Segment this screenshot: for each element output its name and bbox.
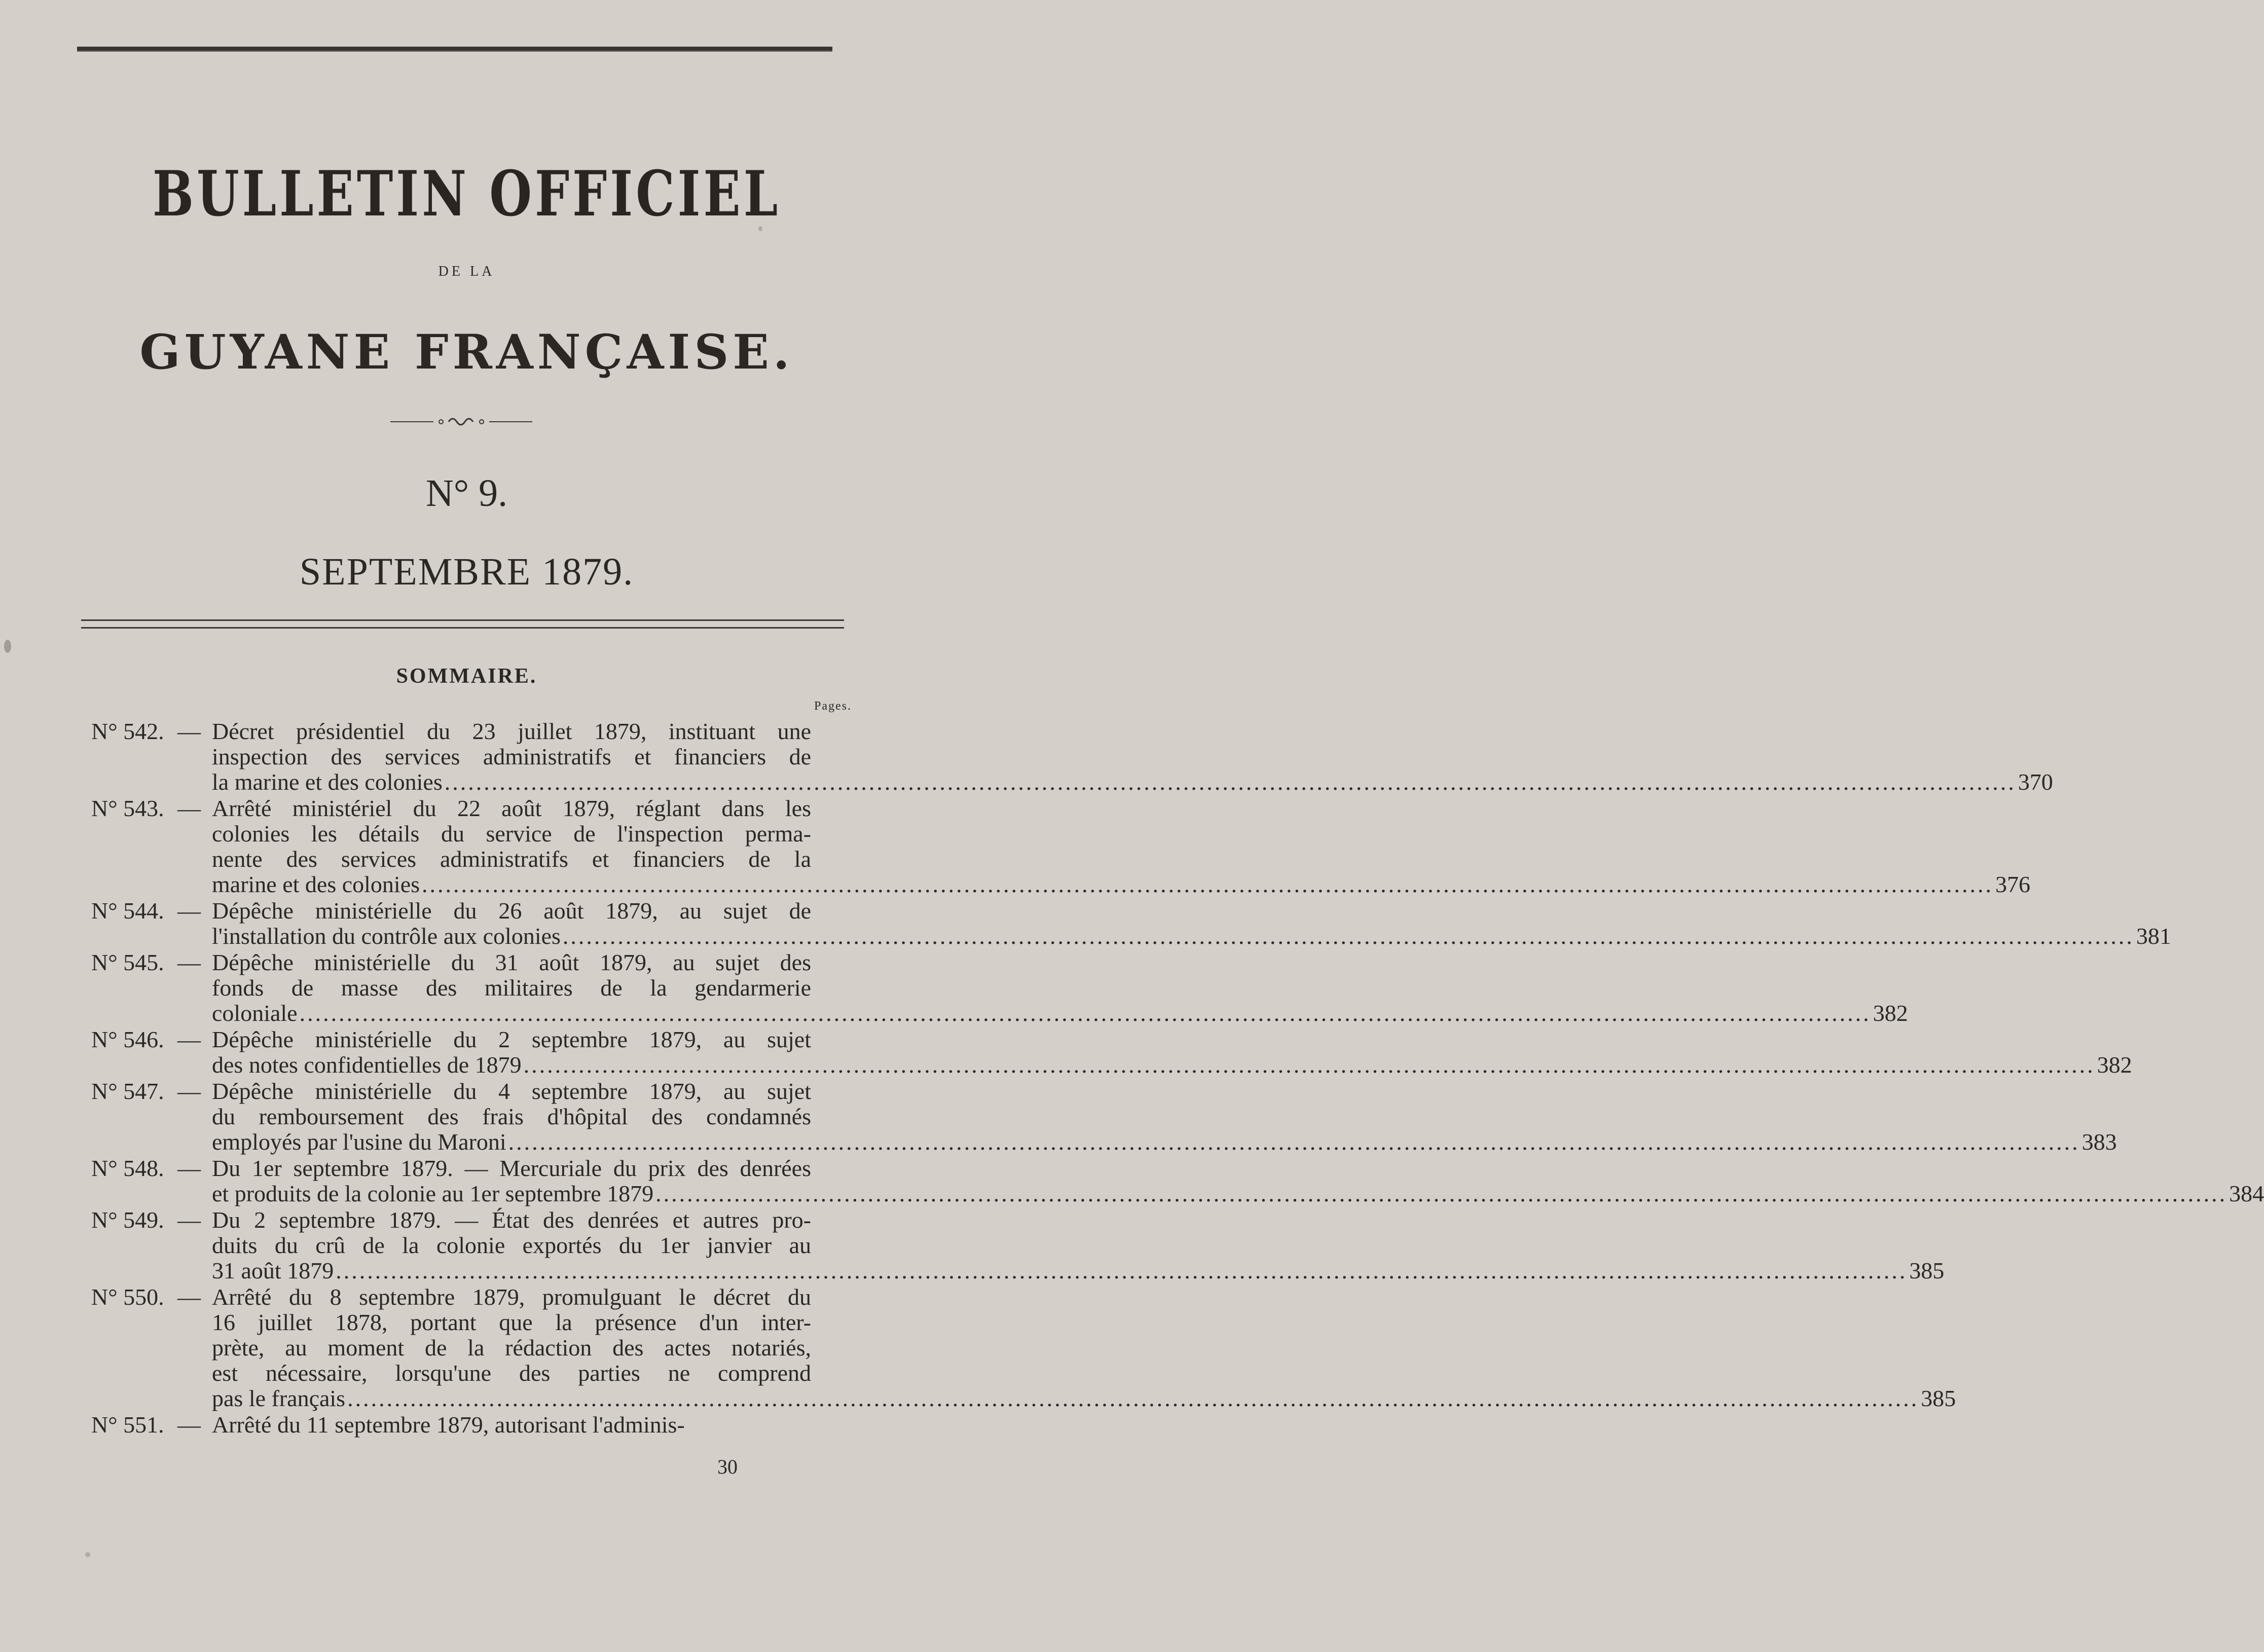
entry-line: nente des services administratifs et financiers de la	[212, 846, 811, 872]
dot-leader: ........................................................................................................................................................................................................	[562, 923, 2134, 949]
summary-heading: SOMMAIRE.	[396, 665, 537, 688]
dot-leader: ........................................................................................................................................................................................................	[655, 1181, 2228, 1206]
entry-line: Arrêté du 8 septembre 1879, promulguant le décret du	[212, 1284, 811, 1310]
entry-line: Dépêche ministérielle du 31 août 1879, au sujet des	[212, 949, 811, 975]
entry-number: N° 548.	[91, 1155, 164, 1181]
entry-line: duits du crû de la colonie exportés du 1er janvier au	[212, 1232, 811, 1258]
masthead-region: GUYANE FRANÇAISE.	[139, 324, 794, 380]
entry-number: N° 544.	[91, 898, 164, 924]
entry-line: prète, au moment de la rédaction des actes notariés,	[212, 1335, 811, 1361]
entry-text	[212, 1412, 811, 1438]
entry-final-text: coloniale	[212, 1000, 298, 1026]
toc-entry	[91, 795, 2031, 897]
double-rule	[81, 619, 844, 629]
entry-text	[212, 1207, 1945, 1283]
entry-line: 16 juillet 1878, portant que la présence d'un inter-	[212, 1309, 811, 1335]
entry-final-text: et produits de la colonie au 1er septembre 1879	[212, 1181, 654, 1206]
dot-leader: ........................................................................................................................................................................................................	[422, 871, 1994, 897]
toc-entry	[91, 1026, 2132, 1078]
entry-line: est nécessaire, lorsqu'une des parties ne comprend	[212, 1360, 811, 1386]
entry-page-number: 382	[2097, 1052, 2132, 1078]
masthead-de-la: DE LA	[438, 264, 495, 279]
dot-leader: ........................................................................................................................................................................................................	[347, 1385, 1919, 1411]
entry-dash: —	[177, 1078, 201, 1104]
entry-leader-line	[212, 769, 2053, 795]
entry-dash: —	[177, 1207, 201, 1233]
toc-entry	[91, 898, 2171, 949]
table-of-contents	[91, 718, 2264, 1439]
entry-dash: —	[177, 949, 201, 975]
entry-line: Du 1er septembre 1879. — Mercuriale du prix des denrées	[212, 1155, 811, 1181]
entry-text	[212, 1284, 1956, 1411]
entry-number: N° 543.	[91, 795, 164, 821]
paper-spot	[85, 1552, 90, 1557]
entry-number: N° 542.	[91, 718, 164, 744]
entry-page-number: 382	[1873, 1000, 1908, 1026]
entry-line: Dépêche ministérielle du 2 septembre 1879, au sujet	[212, 1026, 811, 1052]
pages-column-label: Pages.	[814, 700, 852, 713]
entry-dash: —	[177, 898, 201, 924]
entry-number: N° 545.	[91, 949, 164, 975]
masthead-title: BULLETIN OFFICIEL	[152, 157, 781, 231]
toc-entry	[91, 1284, 1956, 1411]
page-signature: 30	[717, 1455, 738, 1478]
entry-dash: —	[177, 1026, 201, 1052]
entry-final-text: l'installation du contrôle aux colonies	[212, 923, 561, 949]
dot-leader: ........................................................................................................................................................................................................	[444, 769, 2016, 795]
entry-final-text: marine et des colonies	[212, 871, 420, 897]
entry-number: N° 549.	[91, 1207, 164, 1233]
entry-line: Du 2 septembre 1879. — État des denrées et autres pro-	[212, 1207, 811, 1233]
entry-dash: —	[177, 718, 201, 744]
entry-text	[212, 1026, 2132, 1078]
toc-entry	[91, 1412, 811, 1438]
entry-number: N° 546.	[91, 1026, 164, 1052]
entry-final-text: pas le français	[212, 1385, 346, 1411]
entry-page-number: 376	[1995, 871, 2031, 897]
dot-leader: ........................................................................................................................................................................................................	[336, 1258, 1908, 1283]
entry-line: Arrêté ministériel du 22 août 1879, réglant dans les	[212, 795, 811, 821]
entry-dash: —	[177, 795, 201, 821]
entry-page-number: 370	[2018, 769, 2053, 795]
paper-spot	[4, 640, 11, 653]
entry-leader-line	[212, 871, 2031, 897]
entry-line: Décret présidentiel du 23 juillet 1879, instituant une	[212, 718, 811, 744]
entry-final-text: des notes confidentielles de 1879	[212, 1052, 522, 1078]
entry-leader-line	[212, 1258, 1945, 1283]
issue-number: N° 9.	[425, 472, 508, 515]
entry-number: N° 551.	[91, 1412, 164, 1438]
ornament-divider	[390, 412, 532, 432]
entry-number: N° 550.	[91, 1284, 164, 1310]
toc-entry	[91, 949, 1908, 1026]
entry-line: fonds de masse des militaires de la gendarmerie	[212, 975, 811, 1001]
entry-leader-line	[212, 1129, 2117, 1155]
dot-leader: ........................................................................................................................................................................................................	[299, 1000, 1871, 1026]
dot-leader: ........................................................................................................................................................................................................	[523, 1052, 2095, 1078]
entry-line: Dépêche ministérielle du 26 août 1879, au sujet de	[212, 898, 811, 924]
entry-line: colonies les détails du service de l'inspection perma-	[212, 821, 811, 847]
entry-page-number: 384	[2229, 1181, 2264, 1206]
entry-text	[212, 718, 2053, 795]
entry-text	[212, 1078, 2117, 1155]
entry-line: du remboursement des frais d'hôpital des condamnés	[212, 1104, 811, 1129]
entry-leader-line	[212, 1000, 1908, 1026]
entry-dash: —	[177, 1155, 201, 1181]
entry-line: inspection des services administratifs et financiers de	[212, 744, 811, 769]
dot-leader: ........................................................................................................................................................................................................	[508, 1129, 2080, 1155]
entry-page-number: 385	[1921, 1385, 1956, 1411]
issue-date: SEPTEMBRE 1879.	[299, 550, 634, 593]
toc-entry	[91, 1155, 2264, 1206]
toc-entry	[91, 1078, 2117, 1155]
entry-final-text: 31 août 1879	[212, 1258, 334, 1283]
entry-text	[212, 795, 2031, 897]
toc-entry	[91, 1207, 1945, 1283]
entry-leader-line	[212, 1385, 1956, 1411]
entry-final-text: employés par l'usine du Maroni	[212, 1129, 506, 1155]
top-rule	[77, 47, 832, 52]
entry-leader-line	[212, 1052, 2132, 1078]
entry-page-number: 383	[2082, 1129, 2117, 1155]
entry-page-number: 385	[1909, 1258, 1945, 1283]
entry-text	[212, 898, 2171, 949]
entry-dash: —	[177, 1284, 201, 1310]
entry-final-text: la marine et des colonies	[212, 769, 443, 795]
toc-entry	[91, 718, 2053, 795]
entry-page-number: 381	[2136, 923, 2171, 949]
entry-text	[212, 1155, 2264, 1206]
entry-line: Dépêche ministérielle du 4 septembre 1879, au sujet	[212, 1078, 811, 1104]
entry-number: N° 547.	[91, 1078, 164, 1104]
entry-leader-line	[212, 1181, 2264, 1206]
entry-dash: —	[177, 1412, 201, 1438]
entry-text	[212, 949, 1908, 1026]
entry-line: Arrêté du 11 septembre 1879, autorisant l'adminis-	[212, 1412, 685, 1438]
entry-leader-line	[212, 923, 2171, 949]
